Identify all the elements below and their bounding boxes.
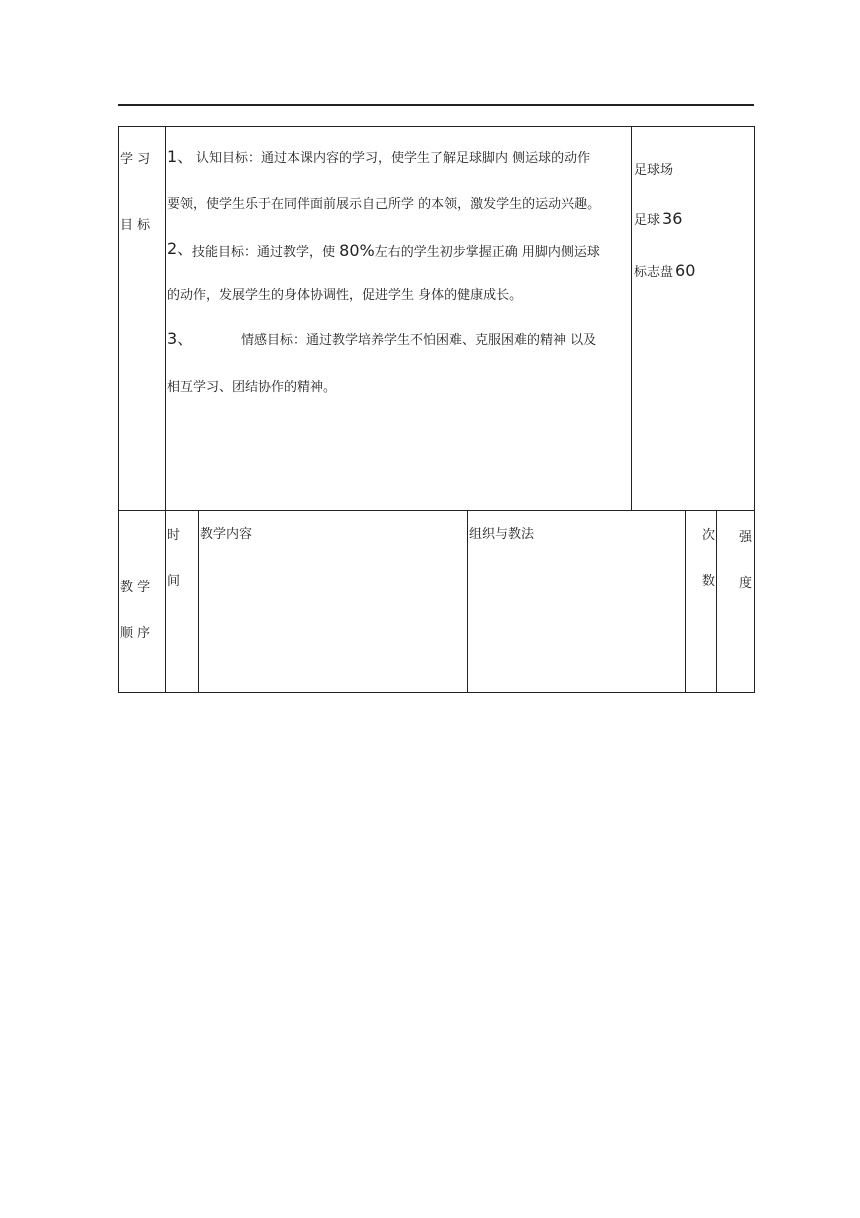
objectives-divider-left: [165, 126, 166, 511]
equipment-disc: [634, 263, 695, 281]
objective-3-line-2: 相互学习、团结协作的精神。: [167, 380, 337, 395]
column-count-2: 数: [702, 574, 716, 589]
objectives-divider-right: [631, 126, 632, 511]
sequence-divider-3: [467, 510, 468, 693]
column-intensity-2: 度: [739, 576, 753, 591]
objective-2-text-a: 技能目标：通过教学，使: [192, 245, 340, 260]
column-content: 教学内容: [200, 527, 253, 542]
column-count-1: 次: [702, 528, 716, 543]
column-time-2: 间: [167, 574, 181, 589]
objectives-table: [118, 126, 755, 511]
objective-1-number: 1、: [167, 147, 194, 166]
equipment-ball-label: 足球: [634, 213, 661, 228]
objective-2-number: 2、: [167, 239, 194, 258]
sequence-label-1: 教 学: [120, 580, 151, 595]
objectives-label-2: 目 标: [120, 218, 151, 233]
objective-1-line-2: 要领，使学生乐于在同伴面前展示自己所学 的本领，激发学生的运动兴趣。: [167, 197, 601, 212]
objective-3-line-1: 情感目标：通过教学培养学生不怕困难、克服困难的精神 以及: [241, 333, 597, 348]
sequence-label-2: 顺 序: [120, 626, 151, 641]
column-time-1: 时: [167, 528, 181, 543]
objective-3-number: 3、: [167, 329, 194, 348]
objective-1-line-1: 认知目标：通过本课内容的学习，使学生了解足球脚内 侧运球的动作: [196, 151, 591, 166]
objective-2-percent: 80%: [339, 241, 375, 260]
header-rule: [118, 104, 754, 106]
sequence-divider-4: [685, 510, 686, 693]
objective-2-line-1: [192, 243, 600, 261]
equipment-disc-count: 60: [675, 261, 696, 280]
column-intensity-1: 强: [739, 530, 753, 545]
column-method: 组织与教法: [469, 527, 535, 542]
sequence-divider-1: [165, 510, 166, 693]
sequence-divider-2: [198, 510, 199, 693]
equipment-disc-label: 标志盘: [634, 265, 674, 280]
objectives-label-1: 学 习: [120, 152, 151, 167]
sequence-divider-5: [716, 510, 717, 693]
objective-2-line-2: 的动作，发展学生的身体协调性，促进学生 身体的健康成长。: [167, 288, 523, 303]
equipment-field: 足球场: [634, 163, 674, 178]
objective-2-text-b: 左右的学生初步掌握正确 用脚内侧运球: [374, 245, 600, 260]
equipment-ball-count: 36: [662, 209, 683, 228]
equipment-ball: [634, 211, 682, 229]
